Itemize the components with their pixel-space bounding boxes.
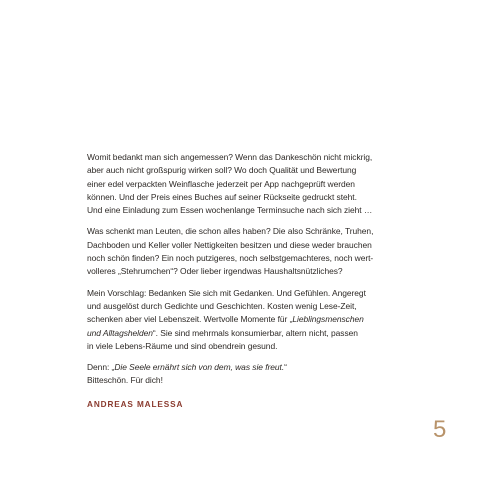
text-line [87, 300, 417, 313]
text-segment: Was schenkt man Leuten, die schon alles haben? Die also Schränke, Truhen, [87, 226, 374, 237]
italic-text: und Alltagshelden [87, 327, 153, 338]
text-line [87, 313, 417, 326]
text-line [87, 164, 417, 177]
italic-text: Lieblingsmenschen [292, 314, 364, 325]
text-line [87, 374, 417, 387]
page-number: 5 [433, 416, 447, 443]
text-segment: schenken aber viel Lebenszeit. Wertvolle Momente für „ [87, 314, 293, 325]
text-segment: und ausgelöst durch Gedichte und Geschichten. Kosten wenig Lese-Zeit, [87, 300, 357, 311]
text-segment: “. Sie sind mehrmals konsumierbar, altern nicht, passen [152, 327, 358, 338]
paragraph [87, 151, 417, 217]
text-segment: “ [284, 362, 287, 373]
text-line [87, 287, 417, 300]
text-line [87, 191, 417, 204]
text-segment: aber auch nicht großspurig wirken soll? Wo doch Qualität und Bewertung [87, 165, 357, 176]
body-text [87, 151, 417, 396]
text-line [87, 340, 417, 353]
paragraph [87, 361, 417, 388]
text-line [87, 252, 417, 265]
text-segment: noch schön finden? Ein noch putzigeres, noch selbstgemachteres, noch wert- [87, 253, 374, 264]
text-segment: Denn: „ [87, 362, 115, 373]
text-segment: Mein Vorschlag: Bedanken Sie sich mit Gedanken. Und Gefühlen. Angeregt [87, 287, 366, 298]
paragraph [87, 225, 417, 278]
text-segment: Dachboden und Keller voller Nettigkeiten besitzen und diese weder brauchen [87, 239, 372, 250]
text-segment: volleres „Stehrumchen“? Oder lieber irgendwas Haushaltsnützliches? [87, 266, 343, 277]
text-line [87, 225, 417, 238]
text-line [87, 265, 417, 278]
text-segment: Womit bedankt man sich angemessen? Wenn das Dankeschön nicht mickrig, [87, 152, 373, 162]
text-line [87, 178, 417, 191]
text-segment: einer edel verpackten Weinflasche jederzeit per App nachgeprüft werden [87, 178, 355, 189]
text-line [87, 239, 417, 252]
text-line [87, 327, 417, 340]
paragraph [87, 287, 417, 353]
text-segment: Und eine Einladung zum Essen wochenlange Terminsuche nach sich zieht … [87, 205, 373, 216]
text-segment: Bitteschön. Für dich! [87, 375, 163, 386]
text-segment: in viele Lebens-Räume und sind obendrein gesund. [87, 340, 278, 351]
text-line [87, 361, 417, 374]
italic-text: Die Seele ernährt sich von dem, was sie freut. [114, 362, 285, 373]
author-name: ANDREAS MALESSA [87, 400, 184, 409]
text-line [87, 151, 417, 164]
text-segment: können. Und der Preis eines Buches auf seiner Rückseite gedruckt steht. [87, 191, 357, 202]
text-line [87, 204, 417, 217]
